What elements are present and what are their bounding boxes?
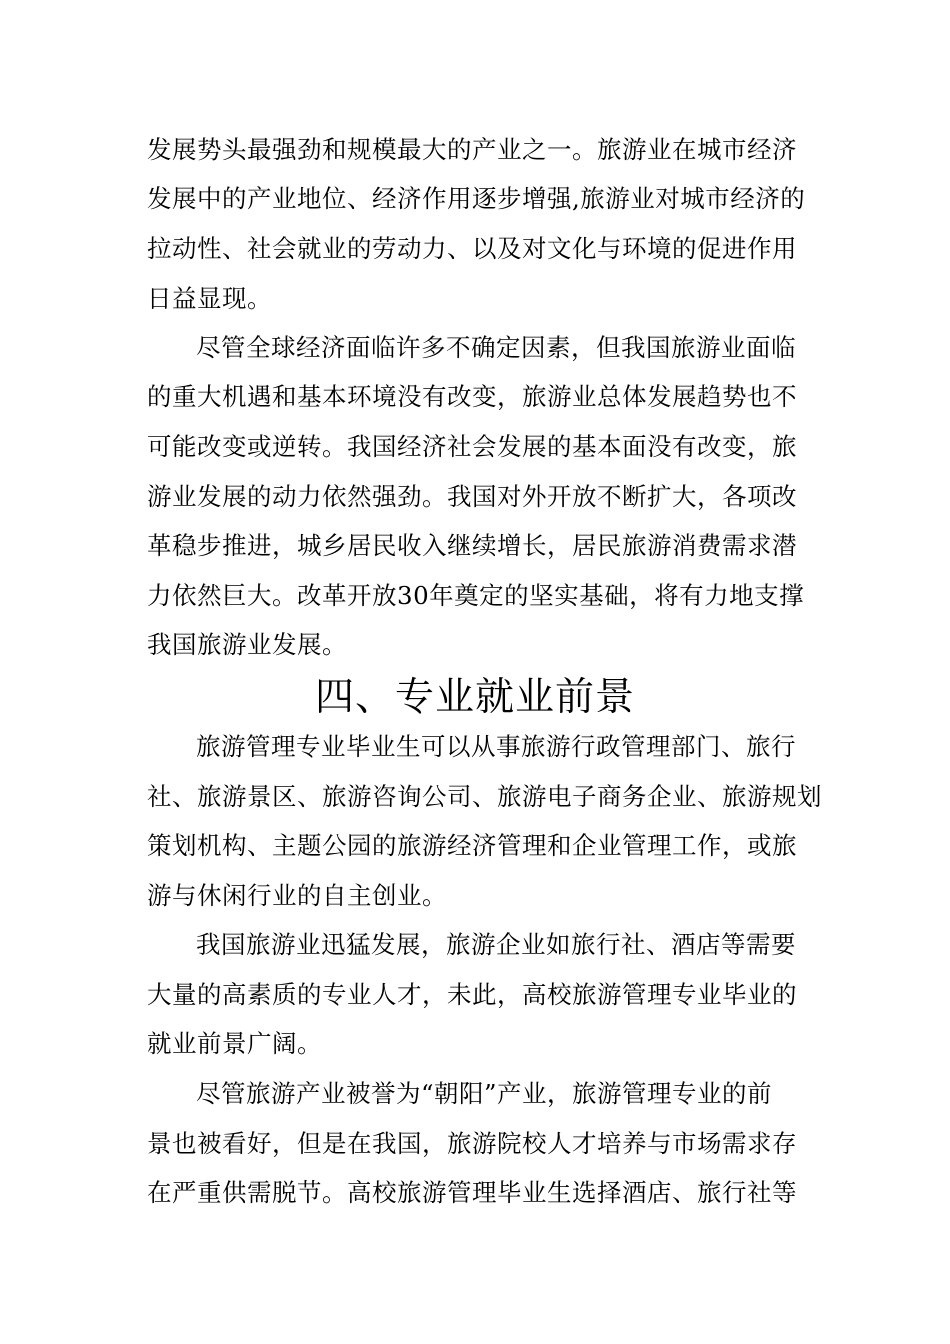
paragraph-2-line-1: 尽管全球经济面临许多不确定因素，但我国旅游业面临 [196, 333, 796, 362]
paragraph-3-line-4: 游与休闲行业的自主创业。 [147, 881, 447, 910]
paragraph-2-line-5: 革稳步推进，城乡居民收入继续增长，居民旅游消费需求潜 [147, 531, 797, 560]
paragraph-4-line-2: 大量的高素质的专业人才，未此，高校旅游管理专业毕业的 [147, 980, 797, 1009]
paragraph-4-line-3: 就业前景广阔。 [147, 1029, 322, 1058]
paragraph-2-line-7: 我国旅游业发展。 [147, 630, 347, 659]
paragraph-3-line-2: 社、旅游景区、旅游咨询公司、旅游电子商务企业、旅游规划 [147, 782, 822, 811]
paragraph-4-line-1: 我国旅游业迅猛发展，旅游企业如旅行社、酒店等需要 [196, 930, 796, 959]
paragraph-2-line-3: 可能改变或逆转。我国经济社会发展的基本面没有改变，旅 [147, 432, 797, 461]
paragraph-2-line-4: 游业发展的动力依然强劲。我国对外开放不断扩大，各项改 [147, 482, 797, 511]
paragraph-1-line-1: 发展势头最强劲和规模最大的产业之一。旅游业在城市经济 [147, 135, 797, 164]
paragraph-3-line-1: 旅游管理专业毕业生可以从事旅游行政管理部门、旅行 [196, 732, 796, 761]
paragraph-2-line-2: 的重大机遇和基本环境没有改变，旅游业总体发展趋势也不 [147, 382, 797, 411]
paragraph-1-line-4: 日益显现。 [147, 284, 272, 313]
paragraph-2-line-6: 力依然巨大。改革开放30年奠定的坚实基础，将有力地支撑 [147, 581, 805, 610]
paragraph-5-line-2: 景也被看好，但是在我国，旅游院校人才培养与市场需求存 [147, 1129, 797, 1158]
paragraph-5-line-3: 在严重供需脱节。高校旅游管理毕业生选择酒店、旅行社等 [147, 1178, 797, 1207]
paragraph-5-line-1: 尽管旅游产业被誉为“朝阳”产业，旅游管理专业的前 [196, 1079, 773, 1108]
paragraph-1-line-2: 发展中的产业地位、经济作用逐步增强,旅游业对城市经济的 [147, 184, 806, 213]
section-heading: 四、专业就业前景 [314, 675, 635, 720]
paragraph-3-line-3: 策划机构、主题公园的旅游经济管理和企业管理工作，或旅 [147, 831, 797, 860]
paragraph-1-line-3: 拉动性、社会就业的劳动力、以及对文化与环境的促进作用 [147, 234, 797, 263]
